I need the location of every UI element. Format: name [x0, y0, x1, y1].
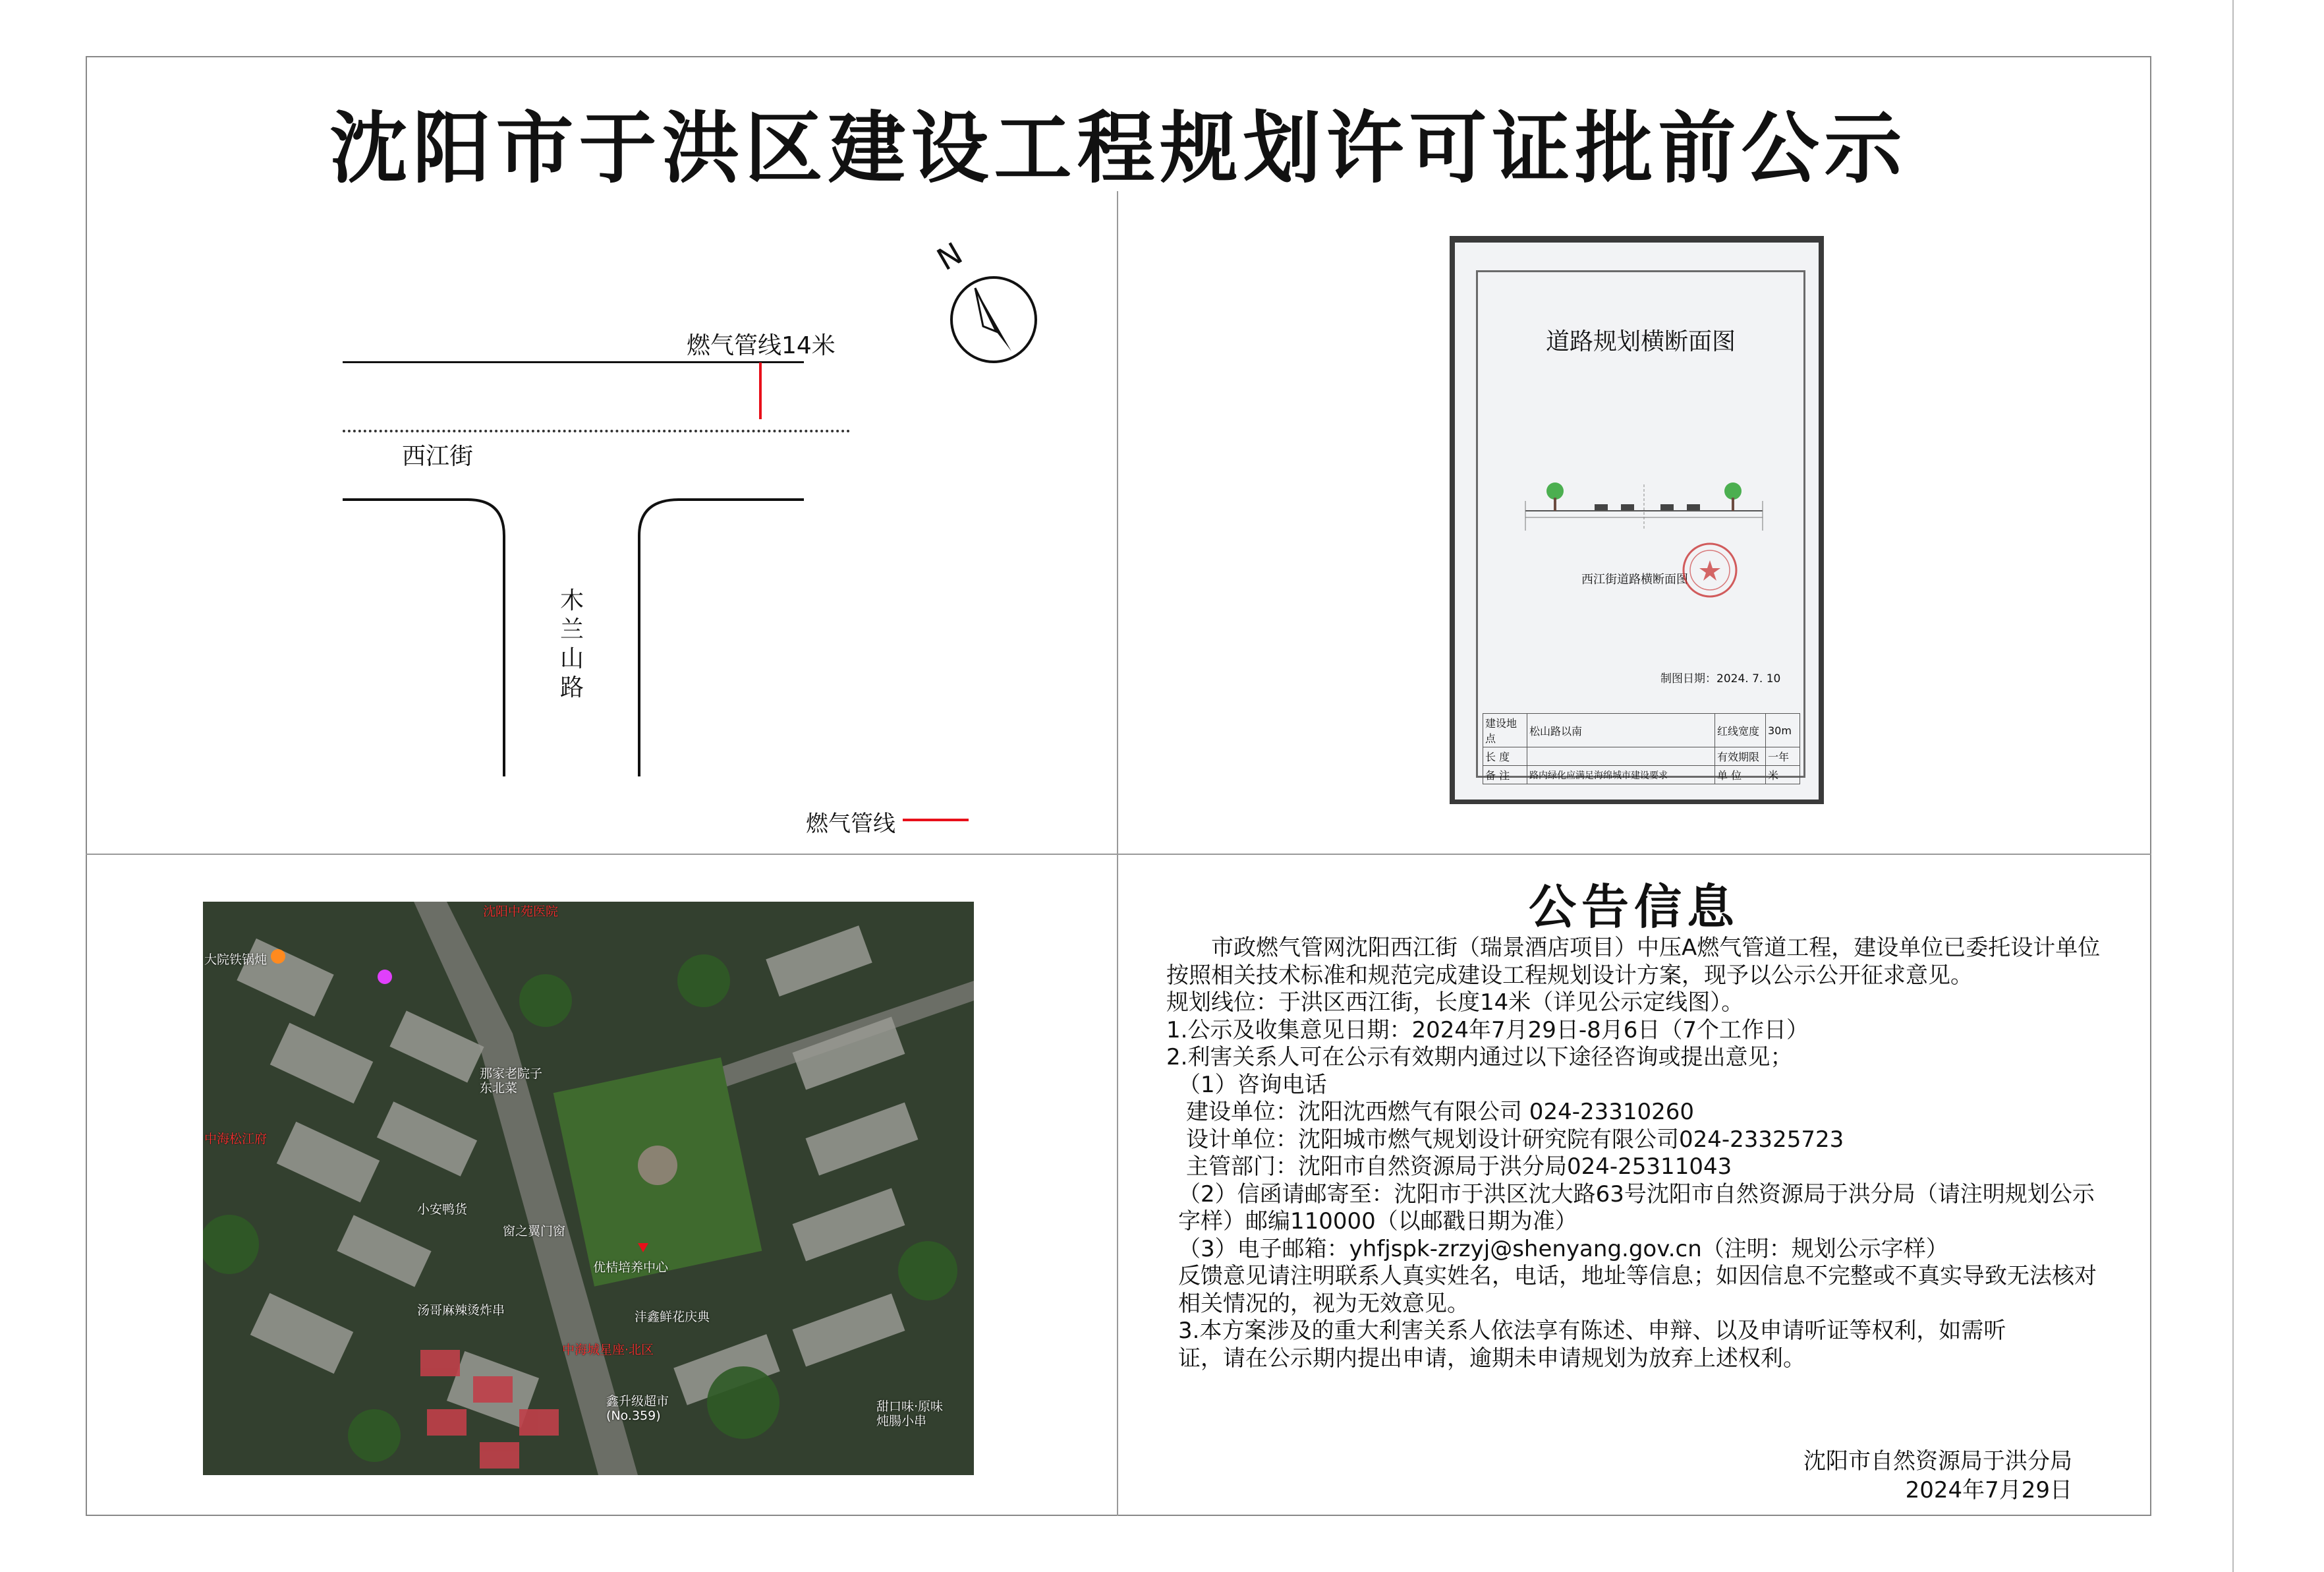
notice-sub-2: （2）信函请邮寄至：沈阳市于洪区沈大路63号沈阳市自然资源局于洪分局（请注明规划公示字样）邮编110000（以邮戳日期为准）: [1178, 1180, 2095, 1235]
notice-item-2: 2.利害关系人可在公示有效期内通过以下途径咨询或提出意见；: [1166, 1044, 1793, 1070]
map-poi-hospital: 沈阳中苑医院: [483, 904, 559, 919]
drawing-info-table: [1483, 713, 1800, 784]
gas-pipe-segment: [759, 363, 762, 419]
north-letter: N: [930, 235, 969, 277]
satellite-map: [203, 902, 974, 1475]
road-cross-section-sketch: [1522, 471, 1766, 537]
map-poi-shop-1: 小安鸭货: [417, 1202, 468, 1217]
notice-sub-3: （3）电子邮箱：yhfjspk-zrzyj@shenyang.gov.cn（注明：规划公示字样）: [1178, 1235, 1948, 1262]
map-poi-supermarket: 鑫升级超市 (No.359): [606, 1394, 669, 1423]
map-poi-restaurant-1: 大院铁锅炖: [204, 949, 285, 968]
notice-feedback: 反馈意见请注明联系人真实姓名，电话，地址等信息；如因信息不完整或不真实导致无法核对相关情况的，视为无效意见。: [1178, 1263, 2097, 1317]
satellite-imagery: [203, 902, 974, 1475]
road-name-label: 木 兰 山 路: [559, 587, 584, 701]
drawing-date: 制图日期：2024. 7. 10: [1660, 672, 1781, 685]
notice-item-3: 3.本方案涉及的重大利害关系人依法享有陈述、申辩、以及申请听证等权利，如需听证，请在公示期内提出申请，逾期未申请规划为放弃上述权利。: [1178, 1318, 2006, 1372]
map-poi-restaurant-4: 甜口味·原味 炖腸小串: [876, 1399, 944, 1428]
page-edge-line: [2232, 0, 2234, 1572]
road-centerline: [343, 430, 850, 432]
map-poi-shop-2: 窗之翼门窗: [503, 1224, 566, 1238]
map-poi-residential-2: 中海城星座·北区: [562, 1343, 654, 1357]
drawing-title: 道路规划横断面图: [1545, 328, 1736, 355]
drawing-caption: 西江街道路横断面图: [1581, 573, 1688, 587]
map-poi-restaurant-2: 那家老院子 东北菜: [480, 1066, 543, 1095]
notice-heading: 公告信息: [1528, 879, 1740, 935]
map-poi-florist: 沣鑫鲜花庆典: [635, 1310, 710, 1324]
map-pin-purple: [378, 970, 392, 987]
legend-label: 燃气管线: [806, 811, 895, 837]
horizontal-divider: [86, 854, 2151, 855]
notice-sub-1: （1）咨询电话: [1178, 1071, 1327, 1098]
signature-org: 沈阳市自然资源局于洪分局: [1803, 1448, 2072, 1474]
contact-design-unit: 设计单位：沈阳城市燃气规划设计研究院有限公司024-23325723: [1186, 1126, 1844, 1153]
table-row: 长 度 有效期限 一年: [1483, 747, 1800, 766]
street-name-label: 西江街: [402, 443, 474, 470]
signature-date: 2024年7月29日: [1905, 1477, 2072, 1503]
notice-signature: [1450, 1447, 2072, 1505]
table-row: 建设地点 松山路以南 红线宽度 30m: [1483, 714, 1800, 747]
notice-line-position: 规划线位：于洪区西江街，长度14米（详见公示定线图）。: [1166, 989, 1744, 1016]
table-row: 备 注 路内绿化应满足海绵城市建设要求 单 位 米: [1483, 766, 1800, 784]
legend-swatch: [903, 819, 969, 821]
contact-admin-dept: 主管部门：沈阳市自然资源局于洪分局024-25311043: [1186, 1153, 1732, 1180]
contact-build-unit: 建设单位：沈阳沈西燃气有限公司 024-23310260: [1186, 1099, 1695, 1125]
official-seal-stamp-icon: [1677, 537, 1743, 603]
notice-body: [1166, 935, 2109, 1372]
poi-pin-icon: [378, 970, 392, 984]
restaurant-pin-icon: [271, 949, 285, 964]
road-edge-north: [343, 361, 804, 363]
map-poi-restaurant-3: 汤哥麻辣烫炸串: [417, 1303, 505, 1318]
notice-item-1: 1.公示及收集意见日期：2024年7月29日-8月6日（7个工作日）: [1166, 1016, 1809, 1043]
page-title: 沈阳市于洪区建设工程规划许可证批前公示: [329, 103, 1908, 194]
map-poi-residential-1: 中海松江府: [204, 1132, 268, 1146]
gas-pipe-length-label: 燃气管线14米: [687, 332, 836, 359]
notice-intro: 市政燃气管网沈阳西江街（瑞景酒店项目）中压A燃气管道工程，建设单位已委托设计单位按照相关技术标准和规范完成建设工程规划设计方案，现予以公示公开征求意见。: [1166, 935, 2101, 989]
map-poi-education: 优桔培养中心: [593, 1260, 669, 1275]
